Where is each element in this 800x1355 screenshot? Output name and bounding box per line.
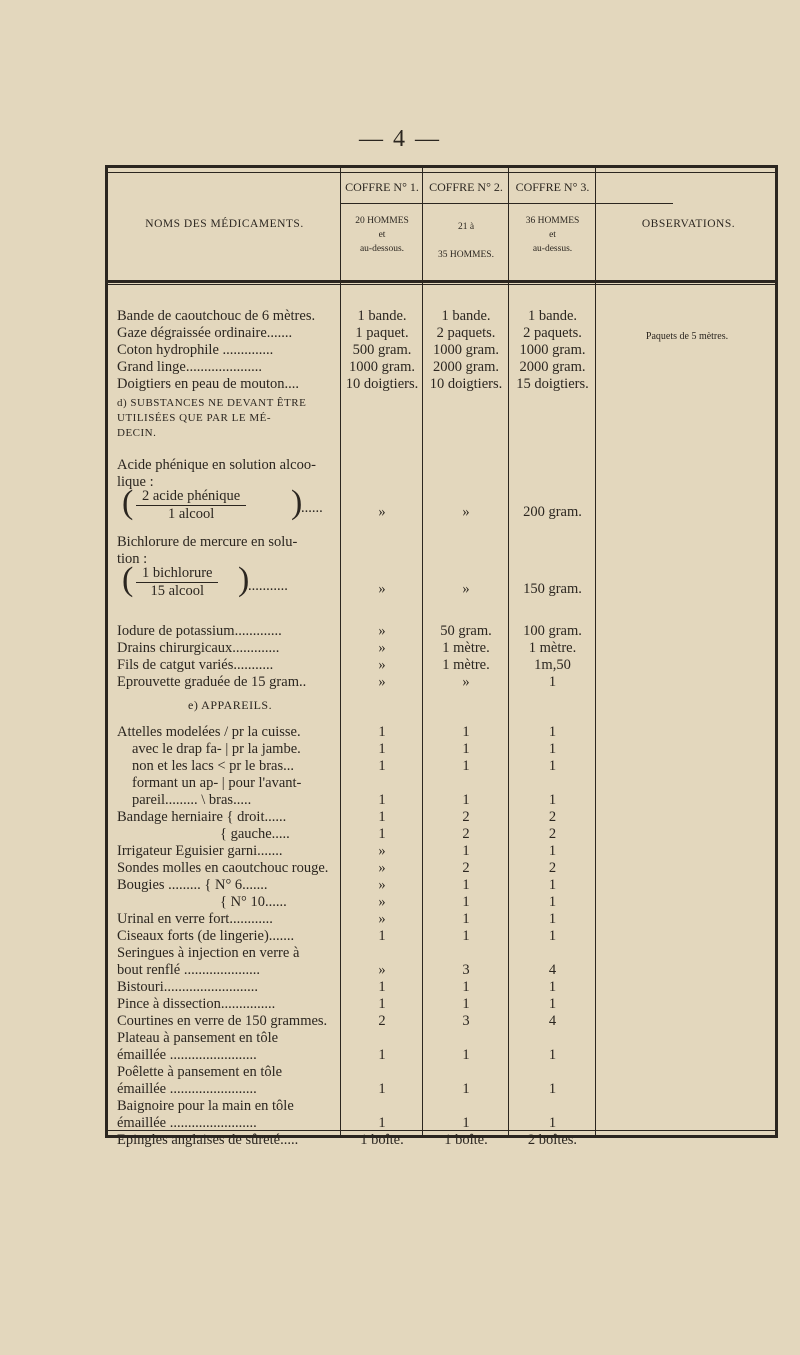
coffre-2-quantity: » xyxy=(462,504,470,520)
coffre-2-quantity: 2 xyxy=(462,826,470,842)
coffre-2-quantity: 1 xyxy=(462,877,470,893)
medication-name: Ciseaux forts (de lingerie)....... xyxy=(117,928,295,944)
section-d-title: UTILISÉES QUE PAR LE MÉ- xyxy=(117,412,271,424)
coffre-1-quantity: » xyxy=(378,504,386,520)
left-paren: ( xyxy=(122,561,134,598)
coffre-1-quantity: 1000 gram. xyxy=(348,359,416,375)
coffre-1-quantity: » xyxy=(378,911,386,927)
medication-name: Drains chirurgicaux............. xyxy=(117,640,280,656)
coffre-3-quantity: 1 xyxy=(548,996,557,1012)
coffre-3-quantity: 200 gram. xyxy=(523,504,582,520)
coffre-2-quantity: 2000 gram. xyxy=(432,359,500,375)
coffre-3-subtitle: 36 HOMMES et au-dessus. xyxy=(525,216,580,254)
medication-table xyxy=(105,165,778,1148)
coffre-1-quantity: 1 xyxy=(378,996,386,1012)
section-d-title: DECIN. xyxy=(117,427,157,439)
medication-name: Seringues à injection en verre à xyxy=(117,945,300,961)
medication-name: Plateau à pansement en tôle xyxy=(117,1030,279,1046)
header-bottom-rule xyxy=(108,280,775,283)
medication-name: Coton hydrophile .............. xyxy=(117,342,274,358)
coffre-3-quantity: 1 xyxy=(548,758,557,774)
coffre-2-quantity: 1 xyxy=(462,894,470,910)
medication-name: Bougies ......... { N° 6....... xyxy=(117,877,268,893)
medication-name: Bandage herniaire { droit...... xyxy=(117,809,287,825)
coffre-2-quantity: 50 gram. xyxy=(440,623,492,639)
coffre-title-rule xyxy=(341,203,673,204)
coffre-3-quantity: 1 xyxy=(548,674,557,690)
right-paren: ) xyxy=(291,484,303,521)
coffre-2-quantity: 1 xyxy=(462,758,470,774)
coffre-1-quantity: » xyxy=(378,657,386,673)
coffre-2-quantity: 1 xyxy=(462,979,470,995)
observation-note: Paquets de 5 mètres. xyxy=(645,331,729,342)
page-number: — 4 — xyxy=(359,126,441,152)
header-names: NOMS DES MÉDICAMENTS. xyxy=(145,218,304,230)
coffre-3-quantity: 1 xyxy=(548,792,557,808)
coffre-1-quantity: 2 xyxy=(378,1013,386,1029)
coffre-3-quantity: 2 paquets. xyxy=(523,325,582,341)
section-d-title: d) SUBSTANCES NE DEVANT ÊTRE xyxy=(117,397,307,409)
coffre-2-quantity: » xyxy=(462,674,470,690)
header-top-rule xyxy=(108,172,775,173)
medication-name: Doigtiers en peau de mouton.... xyxy=(117,376,300,392)
medication-name: Eprouvette graduée de 15 gram.. xyxy=(117,674,307,690)
coffre-3-quantity: 15 doigtiers. xyxy=(516,376,589,392)
coffre-2-subtitle: 21 à 35 HOMMES. xyxy=(438,222,494,260)
coffre-3-quantity: 1 xyxy=(548,1115,557,1131)
coffre-2-quantity: 1 xyxy=(462,996,470,1012)
medication-name: non et les lacs < pr le bras... xyxy=(132,758,294,774)
coffre-3-quantity: 1000 gram. xyxy=(519,342,586,358)
coffre-1-quantity: 1 xyxy=(378,1047,386,1063)
coffre-3-quantity: 1 xyxy=(548,843,557,859)
coffre-3-title: COFFRE N° 3. xyxy=(515,180,590,194)
coffre-3-quantity: 1 xyxy=(548,1047,557,1063)
medication-name: Baignoire pour la main en tôle xyxy=(117,1098,294,1114)
coffre-3-quantity: 1 xyxy=(548,911,557,927)
coffre-3-quantity: 150 gram. xyxy=(523,581,582,597)
coffre-1-quantity: 1 boîte. xyxy=(360,1132,404,1148)
medication-name: Gaze dégraissée ordinaire....... xyxy=(117,325,293,341)
medication-name: Urinal en verre fort............ xyxy=(117,911,273,927)
medication-name: Bichlorure de mercure en solu- xyxy=(117,534,298,550)
medication-name: Poêlette à pansement en tôle xyxy=(117,1064,283,1080)
coffre-2-quantity: 1 xyxy=(462,928,470,944)
coffre-3-quantity: 100 gram. xyxy=(523,623,582,639)
coffre-1-quantity: » xyxy=(378,640,386,656)
coffre-3-quantity: 1 xyxy=(548,928,557,944)
coffre-3-quantity: 1 xyxy=(548,1081,557,1097)
medication-name: { gauche..... xyxy=(220,826,290,842)
fraction xyxy=(136,488,246,523)
medication-name: Acide phénique en solution alcoo- xyxy=(117,457,316,473)
coffre-3-quantity: 1 xyxy=(548,724,557,740)
coffre-1-quantity: 1 xyxy=(378,792,386,808)
coffre-1-quantity: 1 xyxy=(378,741,386,757)
coffre-3-quantity: 2 xyxy=(548,860,557,876)
medication-name: émaillée ........................ xyxy=(117,1115,257,1131)
coffre-1-quantity: 1 bande. xyxy=(357,308,407,324)
coffre-1-quantity: 1 xyxy=(378,1115,386,1131)
coffre-1-quantity: » xyxy=(378,860,386,876)
coffre-2-quantity: 1 boîte. xyxy=(444,1132,488,1148)
medication-name: tion : xyxy=(117,551,148,567)
coffre-3-quantity: 2 xyxy=(548,826,557,842)
coffre-2-quantity: 2 xyxy=(462,809,470,825)
coffre-2-quantity: 1 xyxy=(462,911,470,927)
coffre-3-quantity: 1 xyxy=(548,741,557,757)
medication-name: avec le drap fa- | pr la jambe. xyxy=(132,741,301,757)
coffre-1-title: COFFRE N° 1. xyxy=(345,180,419,194)
medication-name: Pince à dissection............... xyxy=(117,996,276,1012)
coffre-2-quantity: » xyxy=(462,581,470,597)
coffre-3-quantity: 1 xyxy=(548,894,557,910)
coffre-2-quantity: 1 xyxy=(462,1115,470,1131)
medication-name: Grand linge..................... xyxy=(117,359,262,375)
coffre-3-quantity: 4 xyxy=(548,962,557,978)
leader-dots: ........... xyxy=(248,578,288,594)
fraction xyxy=(136,565,218,600)
medication-name: émaillée ........................ xyxy=(117,1081,257,1097)
fraction-denominator: 1 alcool xyxy=(167,506,215,522)
medication-name: Sondes molles en caoutchouc rouge. xyxy=(117,860,329,876)
coffre-1-quantity: 500 gram. xyxy=(352,342,412,358)
coffre-2-quantity: 1 xyxy=(462,1081,470,1097)
right-paren: ) xyxy=(238,561,250,598)
coffre-3-quantity: 2 boîtes. xyxy=(527,1132,578,1148)
coffre-2-quantity: 10 doigtiers. xyxy=(429,376,503,392)
header-observations: OBSERVATIONS. xyxy=(641,218,736,230)
header-bottom-rule-2 xyxy=(108,284,775,285)
coffre-1-quantity: » xyxy=(378,674,386,690)
medication-name: Bistouri.......................... xyxy=(117,979,258,995)
medication-name: Fils de catgut variés........... xyxy=(117,657,274,673)
coffre-1-quantity: 1 xyxy=(378,724,386,740)
medication-name: pareil......... \ bras..... xyxy=(132,792,252,808)
coffre-2-quantity: 1 mètre. xyxy=(442,657,490,673)
coffre-2-quantity: 1 bande. xyxy=(441,308,491,324)
coffre-3-quantity: 1m,50 xyxy=(534,657,571,673)
coffre-3-quantity: 2 xyxy=(548,809,557,825)
coffre-2-quantity: 1 mètre. xyxy=(442,640,490,656)
leader-dots: ...... xyxy=(301,500,323,516)
coffre-2-quantity: 3 xyxy=(462,962,470,978)
coffre-1-quantity: 1 xyxy=(378,928,386,944)
coffre-1-quantity: 1 xyxy=(378,809,386,825)
left-paren: ( xyxy=(122,484,134,521)
coffre-2-quantity: 1 xyxy=(462,724,470,740)
medication-name: Epingles anglaises de sûreté..... xyxy=(117,1132,299,1148)
coffre-1-quantity: » xyxy=(378,962,386,978)
medication-name: lique : xyxy=(117,474,154,490)
coffre-3-quantity: 2000 gram. xyxy=(519,359,586,375)
coffre-3-quantity: 1 xyxy=(548,979,557,995)
coffre-1-quantity: » xyxy=(378,877,386,893)
coffre-1-quantity: » xyxy=(378,581,386,597)
coffre-1-quantity: 1 xyxy=(378,979,386,995)
medication-name: Bande de caoutchouc de 6 mètres. xyxy=(117,308,316,324)
coffre-2-quantity: 1 xyxy=(462,1047,470,1063)
fraction-numerator: 1 bichlorure xyxy=(136,565,218,583)
fraction-denominator: 15 alcool xyxy=(150,583,205,599)
coffre-2-quantity: 1000 gram. xyxy=(432,342,500,358)
coffre-1-subtitle: 20 HOMMES et au-dessous. xyxy=(355,216,409,254)
coffre-3-quantity: 1 mètre. xyxy=(528,640,577,656)
coffre-3-quantity: 1 bande. xyxy=(527,308,578,324)
medication-name: Irrigateur Eguisier garni....... xyxy=(117,843,283,859)
coffre-1-quantity: » xyxy=(378,894,386,910)
medication-name: formant un ap- | pour l'avant- xyxy=(132,775,302,791)
section-e-title: e) APPAREILS. xyxy=(188,698,273,712)
coffre-1-quantity: 1 xyxy=(378,826,386,842)
coffre-2-quantity: 3 xyxy=(462,1013,470,1029)
coffre-3-quantity: 1 xyxy=(548,877,557,893)
medication-name: émaillée ........................ xyxy=(117,1047,257,1063)
medication-name: Iodure de potassium............. xyxy=(117,623,282,639)
coffre-2-quantity: 2 paquets. xyxy=(436,325,496,341)
medication-name: bout renflé ..................... xyxy=(117,962,260,978)
coffre-2-quantity: 1 xyxy=(462,741,470,757)
coffre-2-quantity: 1 xyxy=(462,843,470,859)
coffre-2-quantity: 2 xyxy=(462,860,470,876)
medication-name: { N° 10...... xyxy=(220,894,287,910)
coffre-1-quantity: » xyxy=(378,623,386,639)
fraction-numerator: 2 acide phénique xyxy=(136,488,246,506)
coffre-3-quantity: 4 xyxy=(548,1013,557,1029)
coffre-1-quantity: 1 xyxy=(378,758,386,774)
coffre-1-quantity: » xyxy=(378,843,386,859)
coffre-2-title: COFFRE N° 2. xyxy=(429,180,503,194)
medication-name: Courtines en verre de 150 grammes. xyxy=(117,1013,328,1029)
coffre-1-quantity: 1 xyxy=(378,1081,386,1097)
coffre-2-quantity: 1 xyxy=(462,792,470,808)
coffre-1-quantity: 10 doigtiers. xyxy=(345,376,419,392)
coffre-1-quantity: 1 paquet. xyxy=(355,325,409,341)
medication-name: Attelles modelées / pr la cuisse. xyxy=(117,724,301,740)
